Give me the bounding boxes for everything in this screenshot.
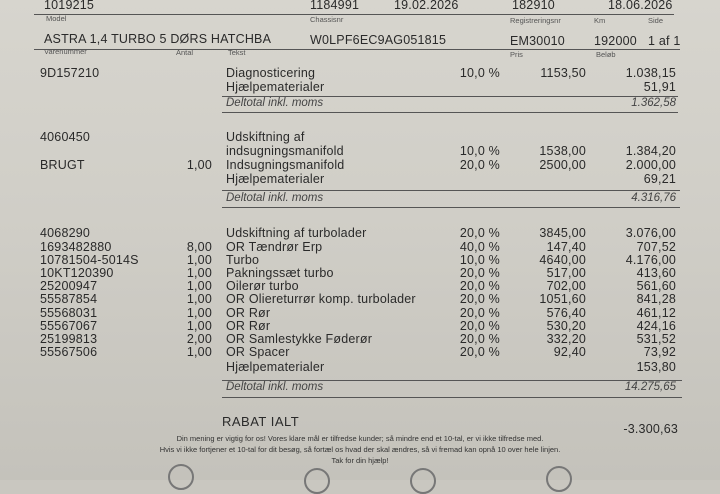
vehicle-km: 192000 [594, 34, 637, 48]
line-amount: 73,92 [643, 345, 676, 359]
line-text: Hjælpematerialer [226, 80, 325, 94]
line-part-no: 10KT120390 [40, 266, 114, 280]
header-date1: 19.02.2026 [394, 0, 459, 12]
vehicle-chassis: W0LPF6EC9AG051815 [310, 33, 447, 47]
line-part-no: 1693482880 [40, 240, 112, 254]
line-price: 1153,50 [540, 66, 586, 80]
header-order-no: 1184991 [310, 0, 360, 12]
line-discount-pct: 20,0 % [459, 226, 500, 240]
subtotal-rule-1 [222, 96, 678, 97]
line-text: OR Spacer [226, 345, 290, 359]
line-qty: 1,00 [186, 292, 212, 306]
line-text: OR Rør [226, 306, 271, 320]
label-chassis: Chassisnr [310, 15, 344, 24]
subtotal-label: Deltotal inkl. moms [226, 381, 324, 393]
line-amount: 4.176,00 [625, 253, 676, 267]
line-price: 576,40 [546, 306, 586, 320]
vehicle-page: 1 af 1 [648, 34, 681, 48]
line-amount: 3.076,00 [625, 226, 676, 240]
label-page: Side [648, 16, 664, 25]
line-part-no: 10781504-5014S [40, 253, 139, 267]
line-price: 517,00 [546, 266, 586, 280]
discount-amount: -3.300,63 [623, 422, 678, 436]
neutral-face-icon [304, 468, 330, 494]
vehicle-model: ASTRA 1,4 TURBO 5 DØRS HATCHBA [44, 32, 272, 46]
line-amount: 424,16 [636, 319, 676, 333]
footer-line-2: Hvis vi ikke fortjener et 10-tal for dit besøg, så fortæl os hvad der skal ændres, så vi fremad kan opnå 10 over hele linjen. [159, 445, 561, 454]
line-discount-pct: 20,0 % [459, 279, 500, 293]
line-part-no: 25199813 [40, 332, 98, 346]
line-price: 2500,00 [539, 158, 586, 172]
line-price: 3845,00 [539, 226, 586, 240]
line-amount: 461,12 [636, 306, 676, 320]
line-text: Pakningssæt turbo [226, 266, 334, 280]
line-amount: 531,52 [636, 332, 676, 346]
line-text: OR Rør [226, 319, 271, 333]
label-model: Model [46, 14, 67, 23]
line-qty: 1,00 [186, 345, 212, 359]
line-qty: 1,00 [186, 253, 212, 267]
line-discount-pct: 10,0 % [459, 144, 500, 158]
line-discount-pct: 10,0 % [459, 66, 500, 80]
line-discount-pct: 20,0 % [459, 319, 500, 333]
line-text: Diagnosticering [226, 66, 316, 80]
subtotal-label: Deltotal inkl. moms [226, 97, 324, 109]
col-amount: Beløb [596, 50, 616, 59]
line-part-no: 25200947 [40, 279, 98, 293]
subtotal-rule-2b [222, 207, 680, 208]
line-part-no: 55567067 [40, 319, 98, 333]
footer-line-3: Tak for din hjælp! [331, 456, 389, 465]
line-amount: 1.384,20 [625, 144, 676, 158]
line-price: 1051,60 [539, 292, 586, 306]
line-part-no: 55567506 [40, 345, 98, 359]
label-km: Km [594, 16, 606, 25]
line-qty: 8,00 [186, 240, 212, 254]
line-text: Turbo [226, 253, 260, 267]
line-price: 147,40 [546, 240, 586, 254]
line-text: OR Samlestykke Føderør [226, 332, 373, 346]
line-amount: 69,21 [643, 172, 676, 186]
line-qty: 1,00 [186, 158, 212, 172]
line-text: Indsugningsmanifold [226, 158, 345, 172]
rule-top [34, 14, 674, 15]
line-price: 1538,00 [539, 144, 586, 158]
line-qty: 2,00 [186, 332, 212, 346]
line-text: OR Olieretur​rør komp. turbolader [226, 292, 416, 306]
line-amount: 413,60 [636, 266, 676, 280]
subtotal-rule-1b [222, 112, 678, 113]
line-text: Hjælpematerialer [226, 172, 325, 186]
line-text: indsugningsmanifold [226, 144, 344, 158]
line-amount: 153,80 [636, 360, 676, 374]
line-text: Udskiftning af [226, 130, 305, 144]
line-amount: 561,60 [636, 279, 676, 293]
line-amount: 1.038,15 [625, 66, 676, 80]
vehicle-registration: EM30010 [510, 34, 565, 48]
line-part-no: BRUGT [40, 158, 85, 172]
discount-label: RABAT IALT [222, 414, 300, 429]
line-part-no: 55587854 [40, 292, 98, 306]
line-discount-pct: 10,0 % [459, 253, 500, 267]
line-part-no: 9D157210 [40, 66, 100, 80]
line-text: Oilerør turbo [226, 279, 299, 293]
face-icon [410, 468, 436, 494]
line-qty: 1,00 [186, 319, 212, 333]
happy-face-icon [546, 466, 572, 492]
line-discount-pct: 20,0 % [459, 266, 500, 280]
line-price: 530,20 [546, 319, 586, 333]
line-qty: 1,00 [186, 306, 212, 320]
line-discount-pct: 20,0 % [459, 332, 500, 346]
line-amount: 51,91 [643, 80, 676, 94]
header-date2: 18.06.2026 [608, 0, 673, 12]
line-text: OR Tændrør Erp [226, 240, 323, 254]
label-registration: Registreringsnr [510, 16, 561, 25]
line-amount: 841,28 [636, 292, 676, 306]
col-price: Pris [510, 50, 523, 59]
subtotal-rule-3 [222, 380, 682, 381]
line-price: 4640,00 [539, 253, 586, 267]
line-part-no: 55568031 [40, 306, 98, 320]
line-amount: 2.000,00 [625, 158, 676, 172]
line-text: Udskiftning af turbolader [226, 226, 367, 240]
line-price: 702,00 [546, 279, 586, 293]
line-text: Hjælpematerialer [226, 360, 325, 374]
col-qty: Antal [176, 48, 194, 57]
subtotal-rule-3b [222, 397, 682, 398]
line-amount: 707,52 [636, 240, 676, 254]
subtotal-rule-2 [222, 190, 680, 191]
line-part-no: 4060450 [40, 130, 91, 144]
col-text: Tekst [228, 48, 246, 57]
subtotal-amount: 1.362,58 [631, 97, 676, 109]
header-customer-no: 1019215 [44, 0, 95, 12]
line-discount-pct: 20,0 % [459, 292, 500, 306]
header-number: 182910 [512, 0, 555, 12]
subtotal-label: Deltotal inkl. moms [226, 192, 324, 204]
col-part-no: Varenummer [44, 47, 87, 56]
subtotal-amount: 14.275,65 [624, 381, 676, 393]
rule-columns [34, 49, 680, 50]
line-discount-pct: 20,0 % [459, 306, 500, 320]
sad-face-icon [168, 464, 194, 490]
line-price: 332,20 [546, 332, 586, 346]
subtotal-amount: 4.316,76 [631, 192, 676, 204]
line-price: 92,40 [553, 345, 586, 359]
line-qty: 1,00 [186, 266, 212, 280]
footer-line-1: Din mening er vigtig for os! Vores klare mål er tilfredse kunder; så mindre end et 10-tal, er vi ikke tilfredse med. [176, 434, 544, 443]
line-qty: 1,00 [186, 279, 212, 293]
line-part-no: 4068290 [40, 226, 91, 240]
line-discount-pct: 20,0 % [459, 345, 500, 359]
line-discount-pct: 20,0 % [459, 158, 500, 172]
line-discount-pct: 40,0 % [459, 240, 500, 254]
